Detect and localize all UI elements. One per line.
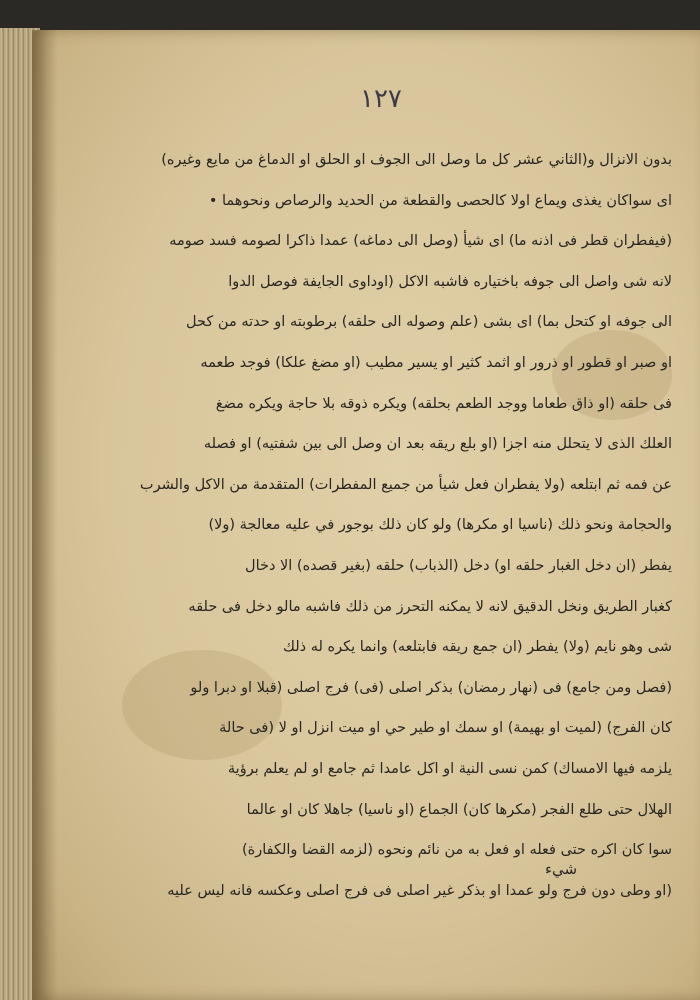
text-line: يفطر (ان دخل الغبار حلقه او) دخل (الذباب) حلقه (بغير قصده) الا دخال bbox=[245, 557, 672, 574]
text-line: فى حلقه (او ذاق طعاما ووجد الطعم بحلقه) ويكره ذوقه بلا حاجة ويكره مضغ bbox=[215, 395, 672, 412]
text-line: بدون الانزال و(الثاني عشر كل ما وصل الى الجوف او الحلق او الدماغ من مايع وغيره) bbox=[161, 152, 672, 168]
text-line: لانه شى واصل الى جوفه باختياره فاشبه الاكل (اوداوى الجايفة فوصل الدوا bbox=[228, 273, 672, 290]
text-line: (او وطى دون فرج ولو عمدا او بذكر غير اصلى فى فرج اصلى وعكسه فانه ليس عليه bbox=[167, 882, 672, 899]
text-line: كان الفرج) (لميت او بهيمة) او سمك او طير حي او ميت انزل او لا (فى حالة bbox=[219, 720, 672, 737]
text-line: الهلال حتى طلع الفجر (مكرها كان) الجماع (او ناسيا) جاهلا كان او عالما bbox=[246, 801, 672, 818]
text-line: يلزمه فيها الامساك) كمن نسى النية او اكل عامدا ثم جامع او لم يعلم برؤية bbox=[227, 760, 672, 777]
catchword: شيء bbox=[545, 860, 578, 878]
text-line: (فيفطران قطر فى اذنه ما) اى شيأ (وصل الى دماغه) عمدا ذاكرا لصومه فسد صومه bbox=[169, 233, 672, 250]
text-line: اى سواكان يغذى ويماع اولا كالحصى والقطعة من الحديد والرصاص ونحوهما • bbox=[208, 192, 672, 209]
text-line: عن فمه ثم ابتلعه (ولا يفطران فعل شيأ من جميع المفطرات) المتقدمة من الاكل والشرب bbox=[139, 476, 672, 493]
text-line: الى جوفه او كتحل بما) اى بشى (علم وصوله الى حلقه) برطوبته او حدته من كحل bbox=[186, 314, 672, 331]
binding-gutter bbox=[32, 30, 58, 1000]
text-line: والحجامة ونحو ذلك (ناسيا او مكرها) ولو كان ذلك بوجور في عليه معالجة (ولا) bbox=[208, 517, 672, 534]
text-line: (فصل ومن جامع) فى (نهار رمضان) بذكر اصلى (فى) فرج اصلى (قبلا او دبرا ولو bbox=[190, 679, 672, 696]
manuscript-text bbox=[82, 140, 672, 911]
text-line: العلك الذى لا يتحلل منه اجزا (او بلع ريقه بعد ان وصل الى بين شفتيه) او فصله bbox=[203, 436, 672, 453]
folio-number: ١٢٧ bbox=[360, 84, 402, 114]
text-line: او صبر او قطور او ذرور او اثمد كثير او يسير مطيب (او مضغ علكا) فوجد طعمه bbox=[200, 354, 672, 371]
text-line: سوا كان اكره حتى فعله او فعل به من نائم ونحوه (لزمه القضا والكفارة) bbox=[241, 842, 672, 859]
text-line: شى وهو نايم (ولا) يفطر (ان جمع ريقه فابتلعه) وانما يكره له ذلك bbox=[282, 639, 672, 656]
text-line: كغبار الطريق ونخل الدقيق لانه لا يمكنه التحرز من ذلك فاشبه مالو دخل فى حلقه bbox=[188, 598, 672, 615]
